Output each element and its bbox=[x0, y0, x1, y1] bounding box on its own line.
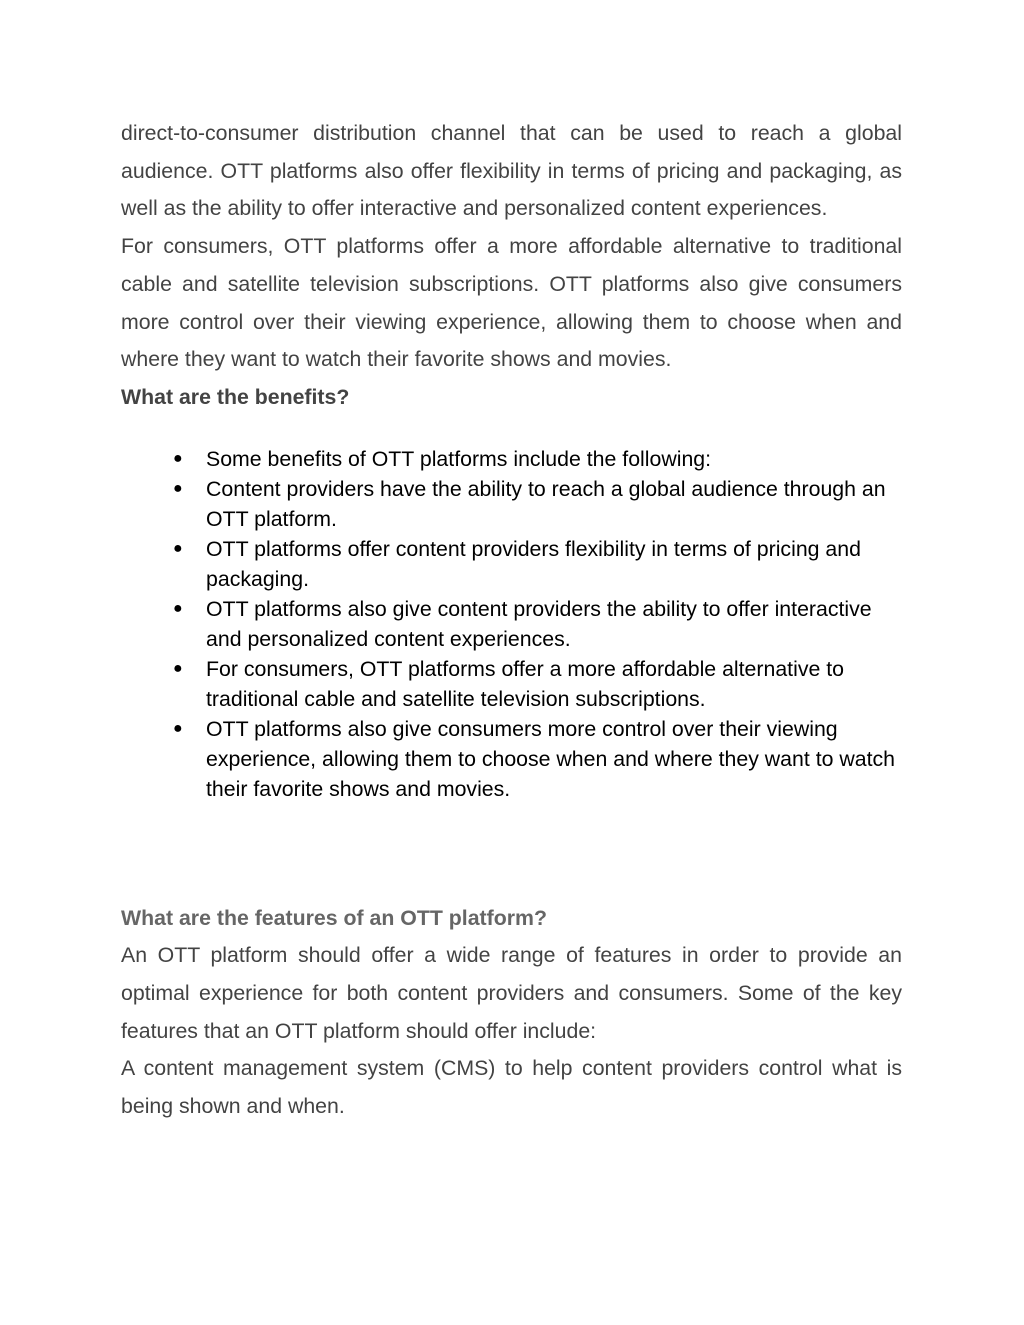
bullet-icon: ● bbox=[173, 599, 183, 617]
list-item bbox=[121, 654, 902, 714]
body-paragraph: For consumers, OTT platforms offer a more affordable alternative to traditional cable and satellite television subscriptions. OTT platforms also give consumers more control over their viewing experience, allowing them to choose when and where they want to watch their favorite shows and movies. bbox=[121, 234, 902, 372]
list-item bbox=[121, 714, 902, 804]
list-item-text: OTT platforms offer content providers flexibility in terms of pricing and packaging. bbox=[206, 536, 861, 591]
list-item-text: Content providers have the ability to reach a global audience through an OTT platform. bbox=[206, 476, 886, 531]
list-item-text: OTT platforms also give consumers more control over their viewing experience, allowing them to choose when and where they want to watch their favorite shows and movies. bbox=[206, 716, 896, 801]
list-item-text: OTT platforms also give content providers the ability to offer interactive and personalized content experiences. bbox=[206, 596, 872, 651]
benefits-heading: What are the benefits? bbox=[121, 384, 350, 409]
bullet-icon: ● bbox=[173, 659, 183, 677]
document-body bbox=[121, 115, 902, 1126]
features-heading: What are the features of an OTT platform? bbox=[121, 905, 547, 930]
bullet-icon: ● bbox=[173, 719, 183, 737]
list-item bbox=[121, 534, 902, 594]
bullet-icon: ● bbox=[173, 539, 183, 557]
section-spacer bbox=[121, 804, 902, 900]
list-item-text: Some benefits of OTT platforms include the following: bbox=[206, 446, 712, 471]
body-paragraph: An OTT platform should offer a wide range of features in order to provide an optimal experience for both content providers and consumers. Some of the key features that an OTT platform should offer include: bbox=[121, 943, 902, 1043]
list-item bbox=[121, 594, 902, 654]
list-item-text: For consumers, OTT platforms offer a more affordable alternative to traditional cable and satellite television subscriptions. bbox=[206, 656, 845, 711]
bullet-icon: ● bbox=[173, 479, 183, 497]
list-item bbox=[121, 444, 902, 474]
body-paragraph: A content management system (CMS) to help content providers control what is being shown and when. bbox=[121, 1056, 902, 1119]
body-paragraph: direct-to-consumer distribution channel that can be used to reach a global audience. OTT platforms also offer flexibility in terms of pricing and packaging, as well as the ability to offer interactive and personalized content experiences. bbox=[121, 121, 902, 221]
benefits-list bbox=[121, 444, 902, 804]
list-item bbox=[121, 474, 902, 534]
bullet-icon: ● bbox=[173, 449, 183, 467]
